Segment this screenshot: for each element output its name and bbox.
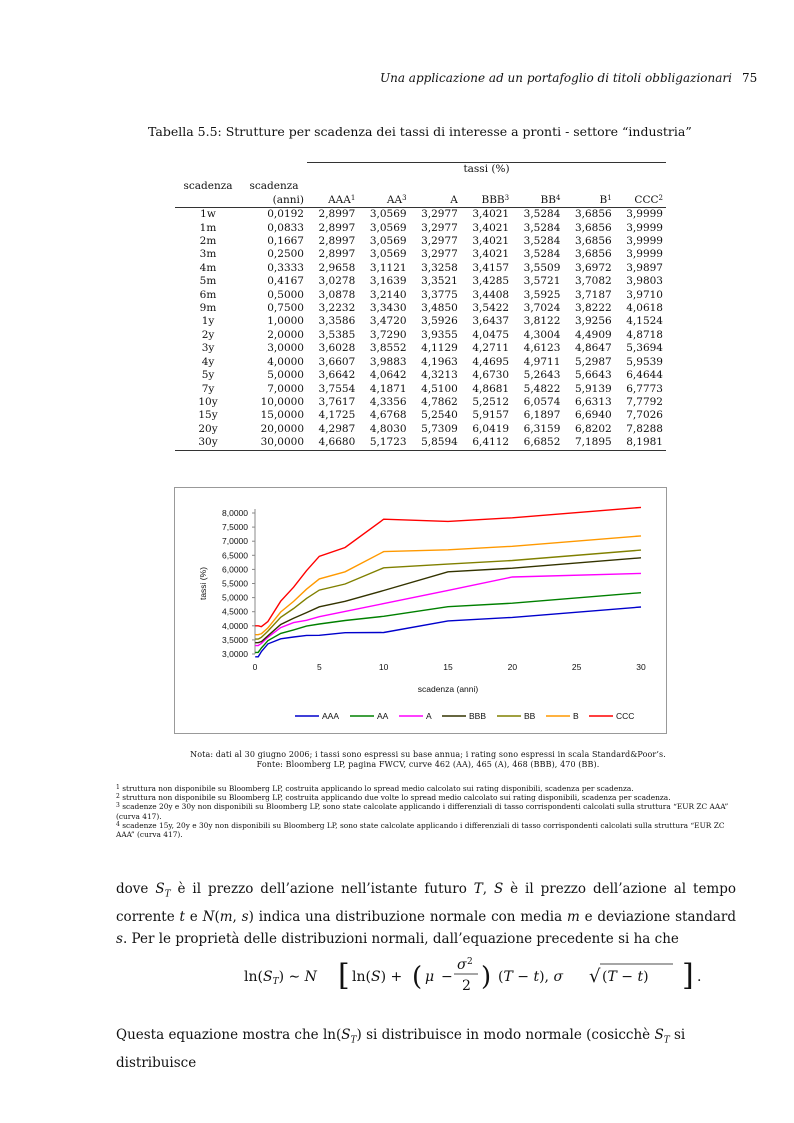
col-header-rating: AAA$^1$ [307,194,358,208]
cell-maturity: 4y [201,355,215,368]
table-cell: 3,8552 [369,342,407,355]
svg-text:−: − [441,969,453,985]
table-cell: 2,9658 [318,261,356,274]
table-cell: 7,8288 [626,422,663,435]
table-cell: 6,4112 [461,436,512,450]
table-cell: 4,1963 [421,355,458,368]
table-cell: 3,4408 [472,288,510,301]
table-cell: 3,4850 [421,302,458,315]
table-cell: 3,8122 [523,315,561,328]
x-tick-label: 15 [443,662,453,672]
col-header-rating: CCC$^2$ [615,194,666,208]
rates-table [175,162,666,451]
table-row [175,315,666,328]
note-line-1: Nota: dati al 30 giugno 2006; i tassi sono espressi su base annua; i rating sono espressi in scala Standard&Poor’s. [190,750,666,759]
table-cell: 4,1524 [626,315,663,328]
table-cell: 2,8997 [318,248,356,261]
footnote: $^4$ scadenze 15y, 20y e 30y non disponibili su Bloomberg LP, sono state calcolate applicando i differenziali di tasso corrispondenti calcolati sulla struttura “EUR ZC AAA” (curva 417). [116,820,725,840]
table-cell: 5,2512 [472,395,510,408]
footnotes [116,784,731,839]
table-cell: 6,6940 [574,409,612,422]
y-tick-label: 5,0000 [222,592,248,603]
table-cell: 3,0278 [318,275,356,288]
cell-maturity: 1m [199,221,217,234]
table-cell: 5,4822 [523,382,561,395]
table-cell: 6,4644 [626,369,663,382]
legend-label-aa: AA [377,711,389,721]
table-cell: 3,1121 [369,261,407,274]
table-cell: 3,5385 [318,328,356,341]
table-cell: 30,0000 [241,436,307,450]
table-cell: 8,1981 [615,436,666,450]
table-cell: 3,4021 [472,248,510,261]
table-cell: 3,6642 [318,369,356,382]
table-cell: 3,0569 [369,221,407,234]
table-cell: 3,0569 [369,235,407,248]
table-cell: 6,6852 [512,436,563,450]
table-cell: 3,5509 [523,261,561,274]
svg-text:√: √ [589,966,601,987]
table-cell: 4,0000 [267,355,304,368]
cell-maturity: 2m [199,235,217,248]
table-cell: 3,9355 [421,328,458,341]
table-cell: 5,3694 [626,342,663,355]
table-cell: 3,4021 [472,221,510,234]
legend-label-a: A [426,711,432,721]
svg-text:.: . [697,969,702,985]
table-cell: 5,2987 [574,355,612,368]
series-line-aaa [255,607,641,657]
cell-maturity: 3y [201,342,215,355]
svg-text:(T − t): (T − t) [602,969,649,985]
y-tick-label: 7,0000 [222,536,248,547]
table-cell: 4,7862 [421,395,458,408]
table-cell: 3,6972 [574,261,612,274]
table-row [175,383,666,396]
table-cell: 3,4720 [369,315,407,328]
table-cell: 3,6437 [472,315,510,328]
table-row [175,342,666,355]
table-cell: 4,8718 [626,328,663,341]
table-cell: 3,2977 [421,235,458,248]
series-line-aa [255,593,641,653]
cell-maturity: 10y [198,395,218,408]
x-tick-label: 25 [571,662,582,672]
legend-label-b: B [573,711,579,721]
table-row [175,248,666,261]
table-cell: 0,0192 [267,208,304,221]
x-tick-label: 5 [316,662,322,672]
col-header-rating: $B^1$ [563,194,614,208]
table-cell: 3,9897 [626,261,663,274]
table-cell: 6,1897 [523,409,561,422]
table-row [175,289,666,302]
table-cell: 3,6856 [574,248,612,261]
table-cell: 4,8647 [574,342,612,355]
y-axis-title: tassi (%) [198,566,208,601]
cell-maturity: 6m [199,288,217,301]
y-tick-label: 6,0000 [222,564,248,575]
table-cell: 7,7026 [626,409,663,422]
table-cell: 5,2643 [523,369,561,382]
svg-text:(: ( [412,962,423,992]
table-cell: 4,8030 [369,422,407,435]
x-tick-label: 20 [507,662,518,672]
table-cell: 3,2232 [318,302,356,315]
table-cell: 3,0569 [369,248,407,261]
table-cell: 3,5422 [472,302,510,315]
table-cell: 3,7082 [574,275,612,288]
legend-label-bb: BB [524,711,536,721]
table-cell: 3,4021 [472,208,510,221]
table-cell: 3,5926 [421,315,458,328]
table-cell: 3,6607 [318,355,356,368]
table-cell: 3,9999 [626,208,663,221]
svg-text:ln(S) +: ln(S) + [352,969,403,985]
y-tick-label: 5,5000 [222,578,248,589]
table-cell: 3,0878 [318,288,356,301]
table-cell: 4,2987 [318,422,356,435]
cell-maturity: 15y [198,409,218,422]
table-row [175,208,666,222]
table-cell: 3,8222 [574,302,612,315]
table-cell: 5,8594 [410,436,461,450]
table-cell: 10,0000 [260,395,304,408]
table-cell: 3,7617 [318,395,356,408]
table-cell: 2,8997 [318,221,356,234]
table-row [175,262,666,275]
table-cell: 7,1895 [563,436,614,450]
svg-text:μ: μ [425,969,435,985]
y-tick-label: 6,5000 [222,550,248,561]
table-cell: 3,3258 [421,261,458,274]
cell-maturity: 20y [198,422,218,435]
table-cell: 4,8681 [472,382,510,395]
col-header-anni: (anni) [241,194,307,208]
cell-maturity: 5y [201,369,215,382]
table-cell: 4,1871 [369,382,407,395]
table-cell: 5,2540 [421,409,458,422]
table-cell: 0,2500 [267,248,304,261]
table-row [175,423,666,436]
table-cell: 3,0569 [369,208,407,221]
table-cell: 4,3356 [369,395,407,408]
body-paragraph-2: Questa equazione mostra che $\ln(S_T)$ si distribuisce in modo normale (cosicchè $S_T$ si distribuisce [116,1027,686,1071]
table-cell: 4,3004 [523,328,561,341]
table-cell: 3,4285 [472,275,510,288]
table-cell: 0,1667 [267,235,304,248]
table-cell: 3,9803 [626,275,663,288]
table-cell: 1,0000 [267,315,304,328]
table-cell: 3,2140 [369,288,407,301]
table-cell: 3,7554 [318,382,356,395]
table-cell: 5,0000 [267,369,304,382]
table-cell: 4,4909 [574,328,612,341]
table-row [175,409,666,422]
table-cell: 6,6313 [574,395,612,408]
y-tick-label: 3,5000 [222,634,248,645]
table-cell: 0,0833 [267,221,304,234]
table-cell: 3,7024 [523,302,561,315]
note-line-2: Fonte: Bloomberg LP, pagina FWCV, curve 462 (AA), 465 (A), 468 (BBB), 470 (BB). [256,760,600,769]
table-cell: 4,2711 [472,342,510,355]
table-cell: 3,4157 [472,261,510,274]
col-header-scadenza: scadenza [183,180,233,193]
table-cell: 3,6856 [574,208,612,221]
table-cell: 4,0642 [369,369,407,382]
cell-maturity: 1w [200,208,216,221]
table-cell: 3,3775 [421,288,458,301]
table-cell: 5,6643 [574,369,612,382]
table-cell: 3,9883 [369,355,407,368]
cell-maturity: 1y [201,315,215,328]
equation [116,955,736,995]
cell-maturity: 4m [199,261,217,274]
table-cell: 4,6123 [523,342,561,355]
table-cell: 3,5284 [523,235,561,248]
table-cell: 3,5284 [523,248,561,261]
col-header-rating: BBB$^3$ [461,194,512,208]
table-cell: 3,0000 [267,342,304,355]
table-cell: 0,5000 [267,288,304,301]
footnote: $^3$ scadenze 20y e 30y non disponibili su Bloomberg LP, sono state calcolate applicando i differenziali di tasso corrispondenti calcolati sulla struttura “EUR ZC AAA” (curva 417). [116,802,729,821]
y-tick-label: 7,5000 [222,522,248,533]
table-cell: 4,6768 [369,409,407,422]
svg-text:[: [ [338,958,350,993]
x-tick-label: 30 [636,662,646,672]
table-cell: 2,8997 [318,208,356,221]
table-cell: 20,0000 [260,422,304,435]
table-row [175,329,666,342]
svg-text:ln(ST) ∼ N: $\ln(S_T)$ ∼ N [244,969,317,987]
table-cell: 3,5284 [523,208,561,221]
table-cell: 3,2977 [421,248,458,261]
yield-curve-chart [174,487,667,734]
table-cell: 4,9711 [523,355,561,368]
table-caption: Tabella 5.5: Strutture per scadenza dei tassi di interesse a pronti - settore “industria” [148,124,692,139]
table-cell: 4,4695 [472,355,510,368]
table-cell: 3,2977 [421,221,458,234]
table-cell: 4,6680 [307,436,358,450]
table-cell: 3,1639 [369,275,407,288]
col-header-scadenza-anni: scadenza [249,180,299,193]
chart-svg [175,488,666,733]
table-cell: 5,9139 [574,382,612,395]
table-cell: 3,7187 [574,288,612,301]
y-tick-label: 4,5000 [222,606,248,617]
table-cell: 3,3430 [369,302,407,315]
table-cell: 3,9710 [626,288,663,301]
table-cell: 0,3333 [267,261,304,274]
table-cell: 0,7500 [267,302,304,315]
table-cell: 3,9256 [574,315,612,328]
cell-maturity: 9m [199,302,217,315]
table-cell: 3,6856 [574,221,612,234]
svg-text:2: 2 [467,957,473,967]
x-tick-label: 0 [252,662,258,672]
svg-text:σ: σ [457,957,467,973]
table-cell: 6,8202 [574,422,612,435]
series-line-bbb [255,558,641,643]
cell-maturity: 30y [175,436,241,450]
body-paragraph-1: dove $S_T$ è il prezzo dell’azione nell’istante futuro T, S è il prezzo dell’azione al tempo corrente t e N(m, s) indica una distribuzione normale con media m e deviazione standard s. Per le proprietà delle distribuzioni normali, dall’equazione precedente si ha che [116,881,736,947]
legend-label-bbb: BBB [469,711,487,721]
legend-label-ccc: CCC [616,711,635,721]
series-line-b [255,536,641,635]
cell-maturity: 2y [201,328,215,341]
table-note [148,750,708,770]
table-cell: 4,1725 [318,409,356,422]
x-axis-title: scadenza (anni) [417,684,479,694]
table-cell: 5,1723 [358,436,409,450]
table-cell: 4,0618 [626,302,663,315]
table-cell: 3,6028 [318,342,356,355]
col-header-rating: $AA^3$ [358,194,409,208]
svg-text:(T − t), σ: (T − t), σ [498,969,564,985]
table-cell: 2,8997 [318,235,356,248]
table-row [175,235,666,248]
table-cell: 6,0419 [472,422,510,435]
cell-maturity: 3m [199,248,217,261]
svg-text:): ) [481,962,492,992]
cell-maturity: 5m [199,275,217,288]
legend-label-aaa: AAA [322,711,340,721]
table-cell: 6,3159 [523,422,561,435]
table-row [175,369,666,382]
svg-text:]: ] [682,958,694,993]
footnote: $^1$ struttura non disponibile su Bloomberg LP, costruita applicando lo spread medio calcolato sui rating disponibili, scadenza per scadenza. [116,784,634,793]
y-tick-label: 4,0000 [222,620,248,631]
table-cell: 4,0475 [472,328,510,341]
table-cell: 0,4167 [267,275,304,288]
table-cell: 3,5284 [523,221,561,234]
series-line-ccc [255,507,641,626]
running-header [380,71,758,85]
table-row [175,356,666,369]
table-cell: 2,0000 [267,328,304,341]
table-cell: 3,9999 [626,248,663,261]
table-cell: 3,5925 [523,288,561,301]
table-cell: 3,9999 [626,221,663,234]
table-cell: 3,3586 [318,315,356,328]
table-row [175,436,666,450]
table-cell: 6,7773 [626,382,663,395]
table-cell: 7,7792 [626,395,663,408]
table-cell: 4,6730 [472,369,510,382]
y-tick-label: 3,0000 [222,649,248,659]
table-cell: 4,3213 [421,369,458,382]
table-cell: 3,2977 [421,208,458,221]
table-cell: 3,7290 [369,328,407,341]
group-header: tassi (%) [307,163,666,177]
y-tick-label: 8,0000 [222,508,248,518]
table-cell: 6,0574 [523,395,561,408]
cell-maturity: 7y [201,382,215,395]
footnote: $^2$ struttura non disponibile su Bloomberg LP, costruita applicando due volte lo spread medio calcolato sui rating disponibili, scadenza per scadenza. [116,793,671,803]
table-cell: 3,9999 [626,235,663,248]
x-tick-label: 10 [378,662,389,672]
table-cell: 5,7309 [421,422,458,435]
table-row [175,302,666,315]
table-cell: 15,0000 [260,409,304,422]
page-number: 75 [741,71,758,85]
table-cell: 7,0000 [267,382,304,395]
table-cell: 3,5721 [523,275,561,288]
table-row [175,396,666,409]
table-cell: 4,1129 [421,342,458,355]
table-cell: 5,9157 [472,409,510,422]
header-title: Una applicazione ad un portafoglio di titoli obbligazionari [380,71,732,85]
table-cell: 3,6856 [574,235,612,248]
table-cell: 3,3521 [421,275,458,288]
table-row [175,275,666,288]
table-cell: 5,9539 [626,355,663,368]
col-header-rating: A [410,194,461,208]
table-cell: 3,4021 [472,235,510,248]
table-row [175,222,666,235]
col-header-rating: $BB^4$ [512,194,563,208]
svg-text:2: 2 [462,978,471,994]
table-cell: 4,5100 [421,382,458,395]
